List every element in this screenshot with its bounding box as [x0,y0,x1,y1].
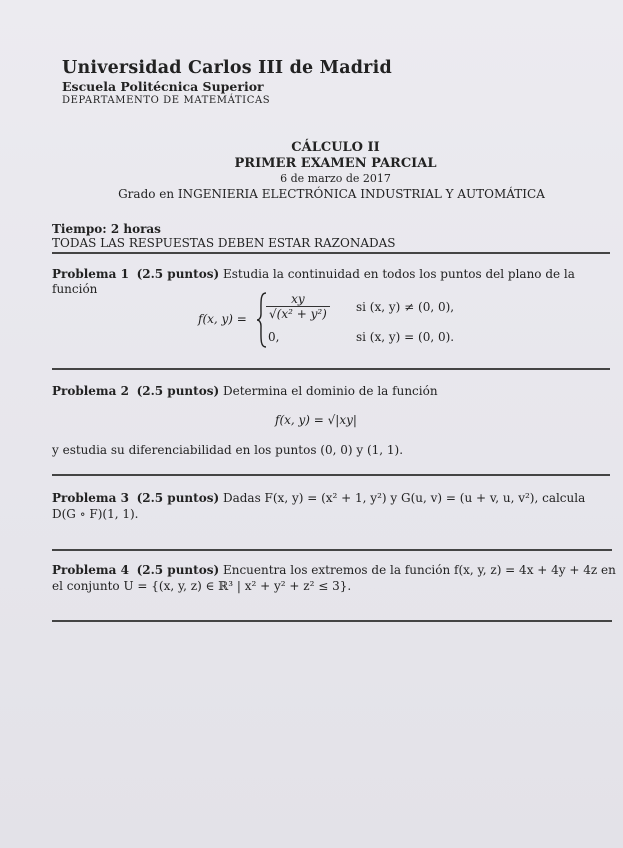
school-name: Escuela Politécnica Superior [62,79,264,94]
divider [52,368,610,370]
problem-1-case2-value: 0, [268,330,280,344]
problem-4-points: (2.5 puntos) [136,563,220,577]
exam-title: PRIMER EXAMEN PARCIAL [234,156,437,171]
problem-1-denominator: √(x² + y²) [269,307,327,321]
problem-1-case1-condition: si (x, y) ≠ (0, 0), [356,300,455,314]
exam-time: Tiempo: 2 horas [52,222,161,236]
degree-name: Grado en INGENIERIA ELECTRÓNICA INDUSTRIAL Y AUTOMÁTICA [118,187,545,201]
problem-1-fraction [266,292,330,321]
problem-4-text2: el conjunto U = {(x, y, z) ∈ ℝ³ | x² + y² + z² ≤ 3}. [52,579,352,593]
problem-2-formula: f(x, y) = √|xy| [275,413,357,427]
problem-4 [52,563,617,578]
problem-1-points: (2.5 puntos) [136,267,220,281]
problem-4-label: Problema 4 [52,563,129,577]
divider [52,620,612,622]
divider [52,549,612,551]
problem-3-points: (2.5 puntos) [136,491,220,505]
divider [52,474,610,476]
problem-3-text2: D(G ∘ F)(1, 1). [52,507,139,521]
problem-2-text2: y estudia su diferenciabilidad en los puntos (0, 0) y (1, 1). [52,443,404,457]
exam-date: 6 de marzo de 2017 [280,172,391,185]
problem-1-lhs: f(x, y) = [198,312,247,326]
problem-1-label: Problema 1 [52,267,129,281]
problem-3-text: Dadas F(x, y) = (x² + 1, y²) y G(u, v) = (u + v, u, v²), calcula [222,491,586,505]
problem-3-label: Problema 3 [52,491,129,505]
problem-2 [52,384,617,399]
problem-2-label: Problema 2 [52,384,129,398]
university-name: Universidad Carlos III de Madrid [62,58,392,78]
problem-4-text: Encuentra los extremos de la función f(x, y, z) = 4x + 4y + 4z en [222,563,616,577]
problem-2-points: (2.5 puntos) [136,384,220,398]
course-title: CÁLCULO II [291,140,380,155]
problem-1-text: Estudia la continuidad en todos los puntos del plano de la función [52,267,575,296]
problem-3 [52,491,617,506]
problem-1-numerator: xy [266,292,330,307]
department-name: DEPARTAMENTO DE MATEMÁTICAS [62,95,271,106]
exam-note: TODAS LAS RESPUESTAS DEBEN ESTAR RAZONADAS [52,236,396,250]
problem-1-case2-condition: si (x, y) = (0, 0). [356,330,455,344]
divider [52,252,610,254]
problem-1-formula [198,290,518,350]
problem-2-text: Determina el dominio de la función [222,384,438,398]
